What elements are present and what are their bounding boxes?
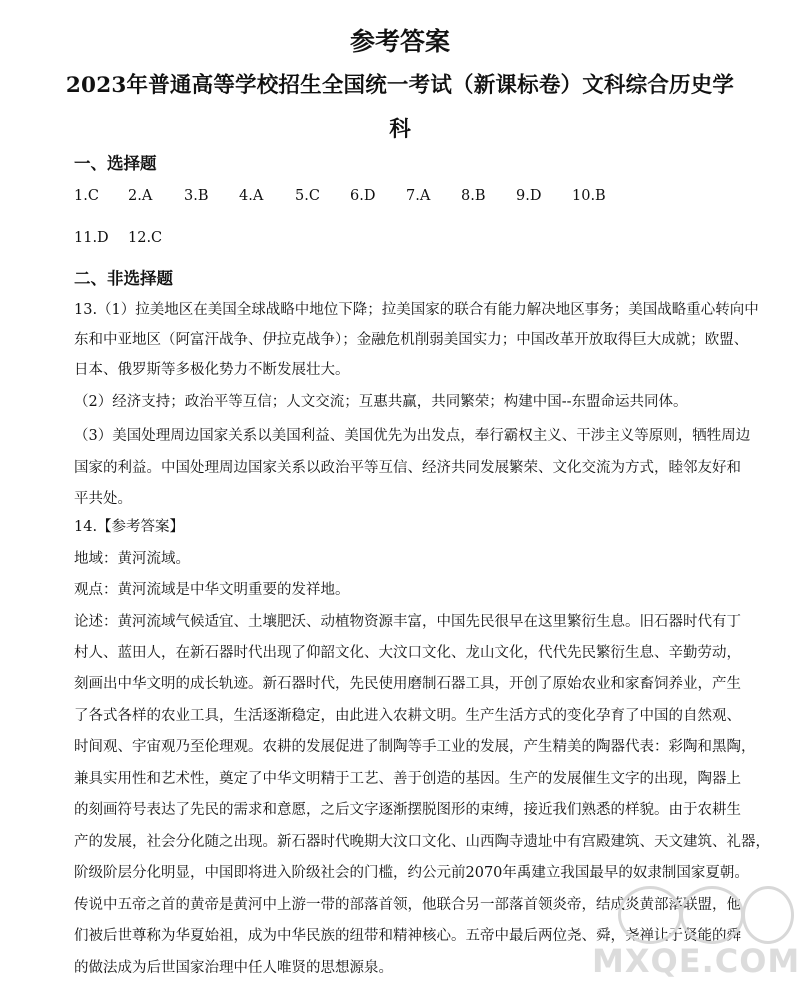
- answer-item: 4.A: [239, 188, 264, 204]
- watermark-text: MXQE.COM: [592, 942, 800, 980]
- answer-item: 12.C: [128, 230, 163, 246]
- text-line: 国家的利益。中国处理周边国家关系以政治平等互信、经济共同发展繁荣、文化交流为方式，睦邻友好和: [74, 460, 741, 476]
- answer-item: 11.D: [74, 230, 109, 246]
- question-14-heading: 14.【参考答案】: [74, 519, 185, 535]
- text-line: 兼具实用性和艺术性，奠定了中华文明精于工艺、善于创造的基因。生产的发展催生文字的出现，陶器上: [74, 771, 741, 787]
- answer-item: 5.C: [295, 188, 320, 204]
- text-line: 村人、蓝田人，在新石器时代出现了仰韶文化、大汶口文化、龙山文化，代代先民繁衍生息、辛勤劳动，: [74, 645, 741, 661]
- text-line: 刻画出中华文明的成长轨迹。新石器时代，先民使用磨制石器工具，开创了原始农业和家畜饲养业，产生: [74, 676, 741, 692]
- answer-item: 3.B: [184, 188, 209, 204]
- answer-item: 2.A: [128, 188, 153, 204]
- text-line: 时间观、宇宙观乃至伦理观。农耕的发展促进了制陶等手工业的发展，产生精美的陶器代表：彩陶和黑陶，: [74, 739, 756, 755]
- answer-item: 8.B: [461, 188, 486, 204]
- text-line: 的做法成为后世国家治理中任人唯贤的思想源泉。: [74, 960, 393, 976]
- text-line: 地域：黄河流域。: [74, 551, 190, 567]
- exam-title-continued: 科: [389, 117, 411, 142]
- section-heading-non-choice: 二、非选择题: [74, 269, 173, 288]
- answer-item: 10.B: [572, 188, 606, 204]
- text-line: 们被后世尊称为华夏始祖，成为中华民族的纽带和精神核心。五帝中最后两位尧、舜，尧禅让于贤能的舜: [74, 928, 741, 944]
- answer-item: 7.A: [406, 188, 431, 204]
- text-line: 产的发展，社会分化随之出现。新石器时代晚期大汶口文化、山西陶寺遗址中有宫殿建筑、天文建筑、礼器，: [74, 834, 770, 850]
- watermark-circle-icon: [742, 886, 794, 944]
- page-title: 参考答案: [349, 27, 450, 56]
- section-heading-multiple-choice: 一、选择题: [74, 154, 157, 173]
- text-line: 观点：黄河流域是中华文明重要的发祥地。: [74, 582, 350, 598]
- text-line: 日本、俄罗斯等多极化势力不断发展壮大。: [74, 362, 350, 378]
- text-line: 的刻画符号表达了先民的需求和意愿，之后文字逐渐摆脱图形的束缚，接近我们熟悉的样貌。由于农耕生: [74, 802, 741, 818]
- answer-item: 1.C: [74, 188, 99, 204]
- text-line: 阶级阶层分化明显，中国即将进入阶级社会的门槛，约公元前2070年禹建立我国最早的奴隶制国家夏朝。: [74, 865, 749, 881]
- text-line: （3）美国处理周边国家关系以美国利益、美国优先为出发点，奉行霸权主义、干涉主义等原则，牺牲周边: [74, 428, 751, 444]
- answer-item: 6.D: [350, 188, 376, 204]
- answer-item: 9.D: [516, 188, 542, 204]
- text-line: （2）经济支持；政治平等互信；人文交流；互惠共赢，共同繁荣；构建中国--东盟命运共同体。: [74, 394, 688, 410]
- text-line: 平共处。: [74, 491, 132, 507]
- text-line: 了各式各样的农业工具，生活逐渐稳定，由此进入农耕文明。生产生活方式的变化孕育了中国的自然观、: [74, 708, 741, 724]
- watermark-circle-icon: [618, 886, 682, 944]
- text-line: 传说中五帝之首的黄帝是黄河中上游一带的部落首领，他联合另一部落首领炎帝，结成炎黄部落联盟，他: [74, 897, 741, 913]
- watermark-circle-icon: [680, 886, 744, 944]
- text-line: 论述：黄河流域气候适宜、土壤肥沃、动植物资源丰富，中国先民很早在这里繁衍生息。旧石器时代有丁: [74, 614, 741, 630]
- text-line: 东和中亚地区（阿富汗战争、伊拉克战争）；金融危机削弱美国实力；中国改革开放取得巨大成就；欧盟、: [74, 332, 749, 348]
- text-line: 13.（1）拉美地区在美国全球战略中地位下降；拉美国家的联合有能力解决地区事务；美国战略重心转向中: [74, 302, 759, 318]
- exam-title: 2023年普通高等学校招生全国统一考试（新课标卷）文科综合历史学: [65, 73, 735, 98]
